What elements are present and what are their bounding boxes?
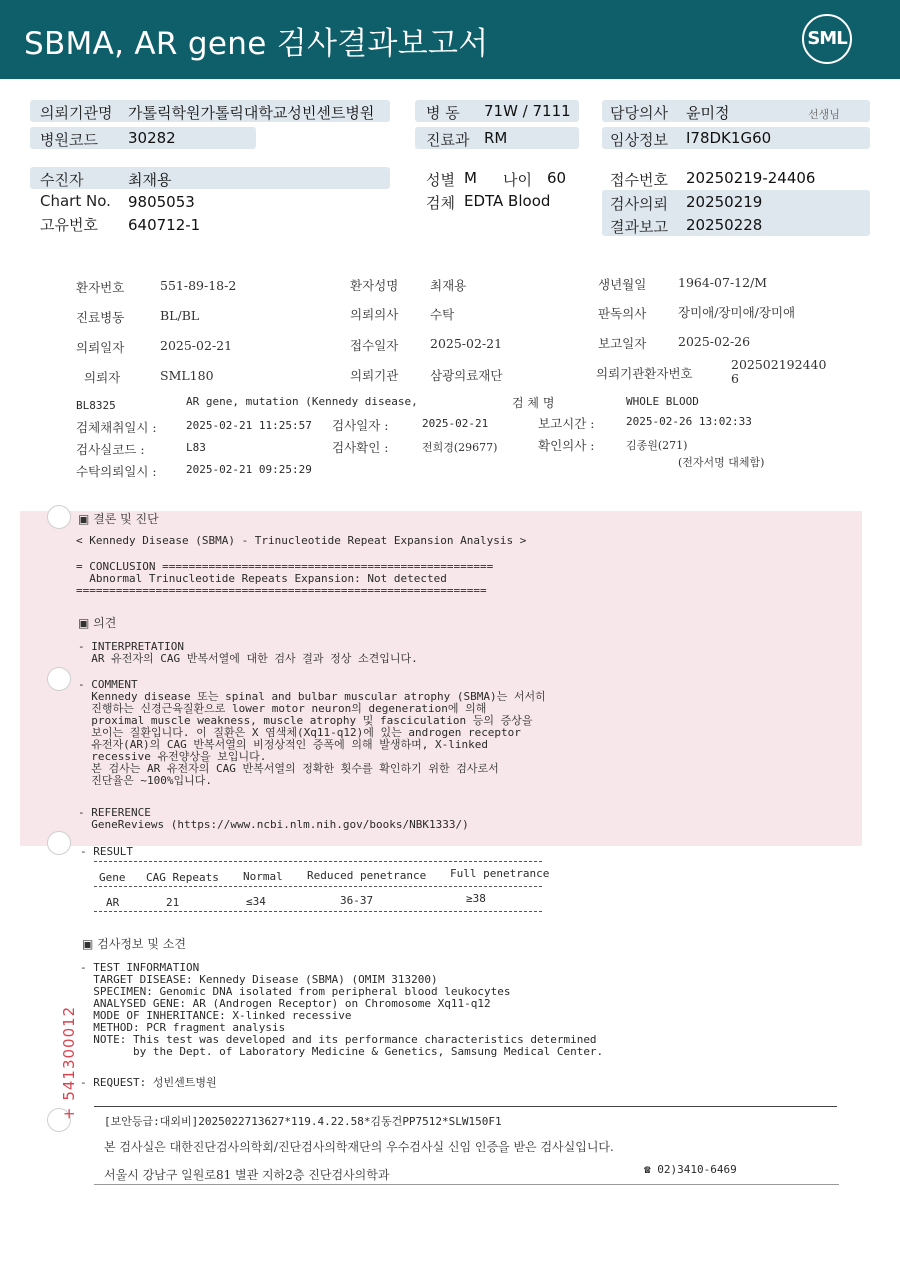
report-time-label: 보고시간 :: [538, 416, 595, 431]
uid-value: 640712-1: [128, 216, 201, 234]
info-line: - TEST INFORMATION: [80, 961, 200, 974]
scan-label: 판독의사: [598, 306, 647, 321]
comment-line: 본 검사는 AR 유전자의 CAG 반복서열의 정확한 횟수를 확인하기 위한 검사로서: [78, 762, 499, 775]
report-date-label: 결과보고: [610, 218, 668, 236]
interpretation-text: AR 유전자의 CAG 반복서열에 대한 검사 결과 정상 소견입니다.: [78, 652, 418, 665]
comment-line: proximal muscle weakness, muscle atrophy 및 fasciculation 등의 증상을: [78, 714, 533, 727]
scan-value: 2025-02-21: [160, 338, 233, 353]
scan-label: 의뢰일자: [76, 340, 125, 355]
chart-label: Chart No.: [40, 192, 111, 210]
dept-label: 진료과: [426, 131, 470, 149]
age-label: 나이: [503, 171, 532, 189]
scan-value: BL/BL: [160, 308, 200, 323]
scan-label: 생년월일: [598, 277, 647, 292]
sml-logo: [802, 14, 852, 64]
scan-value: 수탁: [430, 307, 455, 322]
logo-text: SML: [807, 28, 847, 49]
bar-patient: [30, 167, 390, 189]
doctor-suffix: 선생님: [808, 108, 840, 121]
punch-hole-icon: [47, 505, 71, 529]
result-col-normal: Normal: [243, 870, 283, 883]
result-col-cag: CAG Repeats: [146, 871, 219, 884]
consign-value: 2025-02-21 09:25:29: [186, 463, 312, 476]
certification-line: 본 검사실은 대한진단검사의학회/진단검사의학재단의 우수검사실 신임 인증을 받은 검사실입니다.: [104, 1140, 614, 1154]
interpretation-head: - INTERPRETATION: [78, 640, 184, 653]
confirm-doc-label: 확인의사 :: [538, 438, 595, 453]
specimen-label: 검체: [426, 194, 455, 212]
comment-head: - COMMENT: [78, 678, 138, 691]
result-col-reduced: Reduced penetrance: [307, 869, 427, 882]
info-line: METHOD: PCR fragment analysis: [80, 1021, 286, 1034]
test-name: AR gene, mutation (Kennedy disease,: [186, 395, 418, 408]
report-time-value: 2025-02-26 13:02:33: [626, 415, 752, 428]
scan-value: 2025-02-26: [678, 334, 751, 349]
info-line: by the Dept. of Laboratory Medicine & Genetics, Samsung Medical Center.: [80, 1045, 604, 1058]
result-cell-full: ≥38: [466, 892, 486, 905]
sex-value: M: [464, 169, 477, 187]
test-confirm-value: 전희경(29677): [422, 441, 498, 454]
info-line: NOTE: This test was developed and its performance characteristics determined: [80, 1033, 597, 1046]
specimen-value: EDTA Blood: [464, 192, 551, 210]
scan-value: 202502192440: [731, 357, 827, 372]
section-conclusion-title: ▣ 결론 및 진단: [78, 512, 159, 526]
age-value: 60: [547, 169, 567, 187]
result-col-gene: Gene: [99, 871, 126, 884]
analysis-title: < Kennedy Disease (SBMA) - Trinucleotide Repeat Expansion Analysis >: [76, 534, 527, 547]
chart-value: 9805053: [128, 193, 195, 211]
receipt-label: 접수번호: [610, 171, 668, 189]
test-confirm-label: 검사확인 :: [332, 440, 389, 455]
info-line: MODE OF INHERITANCE: X-linked recessive: [80, 1009, 352, 1022]
institution-value: 가톨릭학원가톨릭대학교성빈센트병원: [128, 104, 375, 122]
info-line: SPECIMEN: Genomic DNA isolated from peripheral blood leukocytes: [80, 985, 511, 998]
scan-label: 의뢰기관: [350, 368, 399, 383]
result-table-mid-rule: [94, 886, 542, 887]
result-table-bottom-rule: [94, 911, 542, 912]
specimen-name-value: WHOLE BLOOD: [626, 395, 699, 408]
ward-value: 71W / 7111: [484, 102, 571, 120]
scan-value: 최재용: [430, 278, 467, 293]
comment-line: 보이는 질환입니다. 이 질환은 X 염색체(Xq11-q12)에 있는 androgen receptor: [78, 726, 521, 739]
info-line: TARGET DISEASE: Kennedy Disease (SBMA) (OMIM 313200): [80, 973, 438, 986]
scan-label: 의뢰자: [84, 370, 121, 385]
result-cell-normal: ≤34: [246, 895, 266, 908]
report-title: SBMA, AR gene 검사결과보고서: [24, 26, 489, 62]
report-header: [0, 0, 900, 79]
info-line: ANALYSED GENE: AR (Androgen Receptor) on Chromosome Xq11-q12: [80, 997, 491, 1010]
test-code: BL8325: [76, 399, 116, 412]
report-date-value: 20250228: [686, 216, 763, 234]
request-label: 검사의뢰: [610, 195, 668, 213]
comment-line: 유전자(AR)의 CAG 반복서열의 비정상적인 증폭에 의해 발생하며, X-linked: [78, 738, 488, 751]
doctor-value: 윤미정: [686, 104, 730, 122]
result-col-full: Full penetrance: [450, 867, 550, 880]
security-line: [보안등급:대외비]2025022713627*119.4.22.58*김동건PP7512*SLW150F1: [104, 1115, 502, 1128]
conclusion-text: Abnormal Trinucleotide Repeats Expansion: Not detected: [76, 572, 447, 585]
sex-label: 성별: [426, 171, 455, 189]
dept-value: RM: [484, 129, 508, 147]
test-date-label: 검사일자 :: [332, 418, 389, 433]
comment-line: 진단율은 ~100%입니다.: [78, 774, 212, 787]
collect-label: 검체채취일시 :: [76, 420, 157, 435]
ward-label: 병 동: [426, 104, 460, 122]
address-line: 서울시 강남구 일원로81 별관 지하2층 진단검사의학과: [104, 1168, 390, 1182]
footer-rule: [94, 1106, 837, 1107]
scan-value: 삼광의료재단: [430, 368, 503, 383]
scan-label: 진료병동: [76, 310, 125, 325]
hospital-code-label: 병원코드: [40, 131, 98, 149]
clinical-label: 임상정보: [610, 131, 668, 149]
scan-label: 환자성명: [350, 278, 399, 293]
patient-label: 수진자: [40, 171, 84, 189]
comment-line: Kennedy disease 또는 spinal and bulbar muscular atrophy (SBMA)는 서서히: [78, 690, 546, 703]
scan-label: 의뢰기관환자번호: [596, 366, 693, 381]
conclusion-rule: ==============================================================: [76, 584, 487, 597]
section-info-title: ▣ 검사정보 및 소견: [82, 937, 186, 951]
esign-note: (전자서명 대체함): [678, 456, 765, 469]
phone-number: ☎ 02)3410-6469: [644, 1163, 737, 1176]
reference-head: - REFERENCE: [78, 806, 151, 819]
doctor-label: 담당의사: [610, 104, 668, 122]
request-line: - REQUEST: 성빈센트병원: [80, 1076, 217, 1089]
confirm-doc-value: 김종원(271): [626, 439, 688, 452]
punch-hole-icon: [47, 667, 71, 691]
uid-label: 고유번호: [40, 216, 98, 234]
collect-value: 2025-02-21 11:25:57: [186, 419, 312, 432]
institution-label: 의뢰기관명: [40, 104, 113, 122]
result-cell-reduced: 36-37: [340, 894, 374, 907]
patient-value: 최재용: [128, 171, 172, 189]
scan-value: 6: [731, 371, 739, 386]
test-date-value: 2025-02-21: [422, 417, 489, 430]
hospital-code-value: 30282: [128, 129, 176, 147]
stamp-number: + 541300012: [60, 1005, 78, 1120]
result-cell-cag: 21: [166, 896, 180, 909]
scan-value: 장미애/장미애/장미애: [678, 305, 796, 320]
result-cell-gene: AR: [106, 896, 120, 909]
result-table-top-rule: [94, 861, 542, 862]
lab-code-value: L83: [186, 441, 206, 454]
lab-code-label: 검사실코드 :: [76, 442, 145, 457]
scan-value: SML180: [160, 368, 214, 383]
consign-label: 수탁의뢰일시 :: [76, 464, 157, 479]
scan-value: 2025-02-21: [430, 336, 503, 351]
receipt-value: 20250219-24406: [686, 169, 816, 187]
comment-line: recessive 유전양상을 보입니다.: [78, 750, 267, 763]
punch-hole-icon: [47, 831, 71, 855]
scan-label: 의뢰의사: [350, 307, 399, 322]
section-opinion-title: ▣ 의견: [78, 616, 117, 630]
result-head: - RESULT: [80, 845, 133, 858]
scan-value: 551-89-18-2: [160, 278, 237, 293]
comment-line: 진행하는 신경근육질환으로 lower motor neuron의 degeneration에 의해: [78, 702, 487, 715]
conclusion-line: = CONCLUSION ==================================================: [76, 560, 494, 573]
scan-label: 환자번호: [76, 280, 125, 295]
scan-label: 접수일자: [350, 338, 399, 353]
clinical-value: I78DK1G60: [686, 129, 772, 147]
scan-label: 보고일자: [598, 336, 647, 351]
request-value: 20250219: [686, 193, 763, 211]
specimen-name-label: 검 체 명: [512, 396, 555, 410]
reference-text: GeneReviews (https://www.ncbi.nlm.nih.gov/books/NBK1333/): [78, 818, 469, 831]
footer-bottom-rule: [94, 1184, 839, 1185]
scan-value: 1964-07-12/M: [678, 275, 768, 290]
